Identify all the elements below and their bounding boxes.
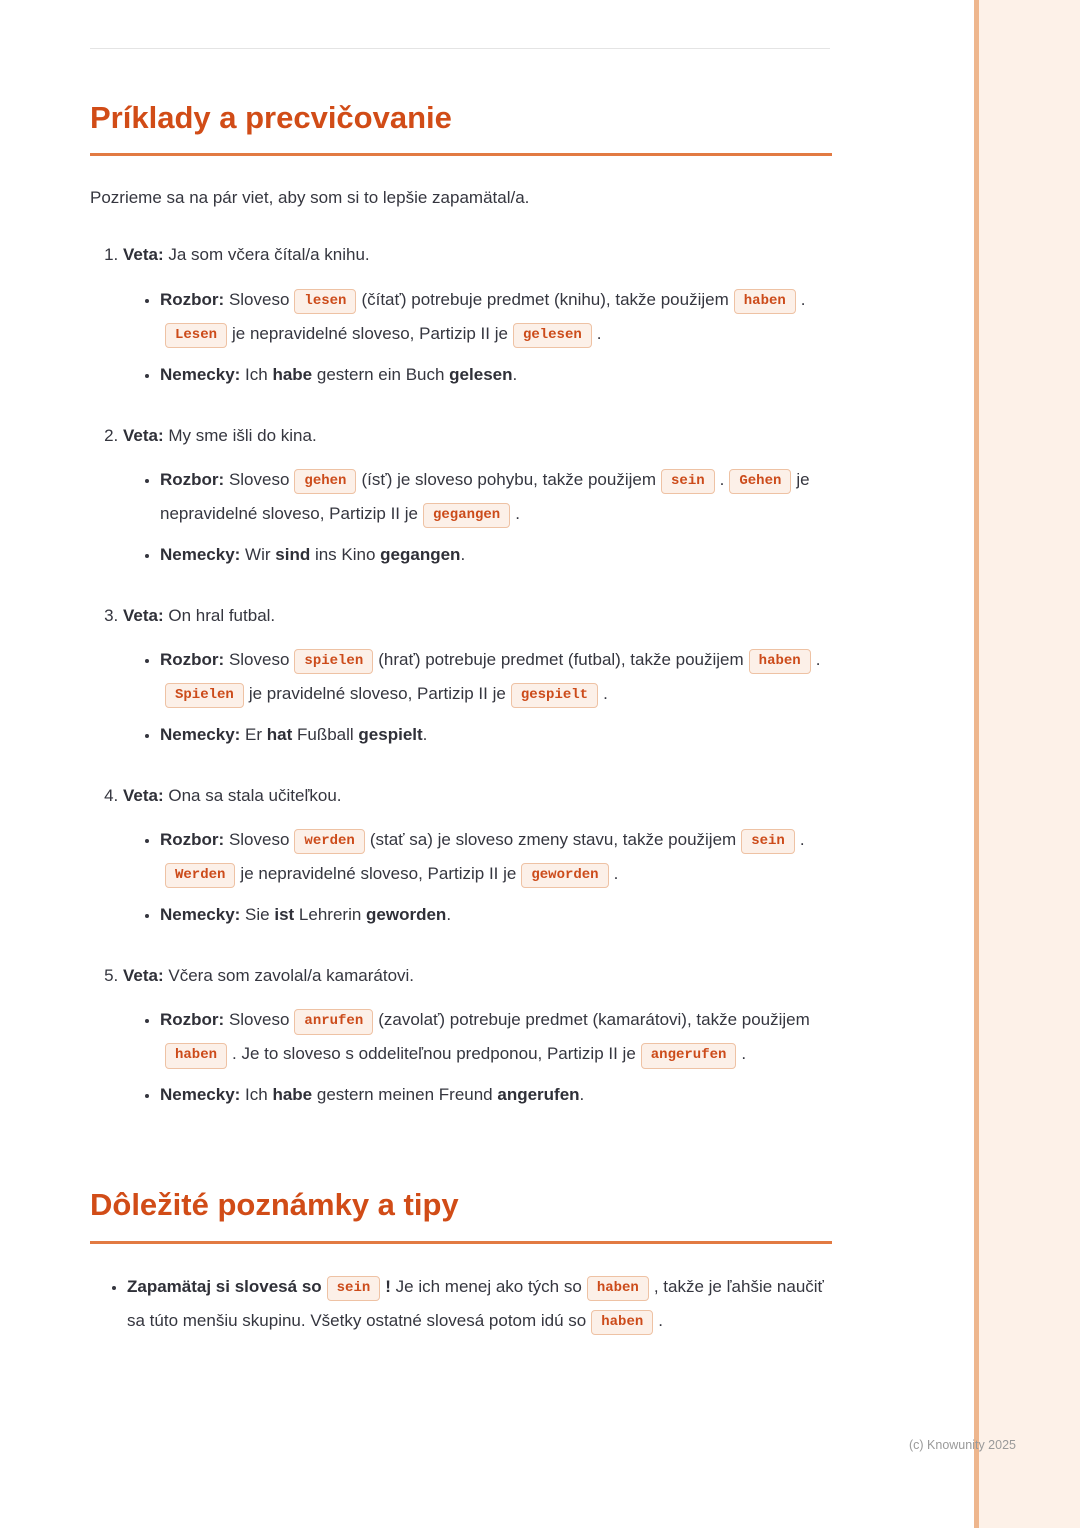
text-run: . Je to sloveso s oddeliteľnou predponou, Partizip II je <box>232 1044 636 1064</box>
text-run: . <box>603 683 608 703</box>
text-run: Ja som včera čítal/a knihu. <box>163 245 370 265</box>
text-run: . <box>800 289 806 309</box>
text-run: Včera som zavolal/a kamarátovi. <box>163 966 415 986</box>
code-chip: haben <box>749 649 811 674</box>
bullet-item <box>160 358 832 392</box>
code-chip: gelesen <box>513 323 592 348</box>
copyright: (c) Knowunity 2025 <box>908 1438 1016 1452</box>
veta-line <box>123 422 832 449</box>
note-bullet-item <box>127 1270 832 1338</box>
text-run: . <box>596 323 602 343</box>
code-chip: anrufen <box>294 1009 373 1034</box>
analysis-bullets <box>123 283 832 392</box>
bold-text: gelesen <box>449 364 513 384</box>
analysis-bullets <box>123 1003 832 1112</box>
section-title-rule <box>90 153 832 156</box>
bullet-item <box>160 643 832 711</box>
examples-list <box>90 241 832 1112</box>
section-title-notes: Dôležité poznámky a tipy <box>90 1187 459 1223</box>
page-edge-band <box>979 0 1080 1528</box>
text-run: . <box>815 649 821 669</box>
bold-text: Nemecky: <box>160 1085 241 1105</box>
text-run: (stať sa) je sloveso zmeny stavu, takže použijem <box>369 830 737 850</box>
bold-text: ist <box>274 905 295 925</box>
bullet-item <box>160 718 832 752</box>
text-run: Sie <box>240 905 275 925</box>
bold-text: Nemecky: <box>160 724 241 744</box>
text-run: (hrať) potrebuje predmet (futbal), takže použijem <box>378 649 744 669</box>
bold-text: Veta: <box>123 605 164 625</box>
analysis-bullets <box>123 823 832 932</box>
bold-text: Veta: <box>123 425 164 445</box>
text-run: Sloveso <box>224 469 290 489</box>
text-run: je nepravidelné sloveso, Partizip II je <box>240 864 517 884</box>
text-run: (ísť) je sloveso pohybu, takže použijem <box>361 469 657 489</box>
text-run: . <box>613 864 619 884</box>
bullet-item <box>160 538 832 572</box>
text-run: . <box>446 905 452 925</box>
text-run: Ona sa stala učiteľkou. <box>163 785 342 805</box>
text-run: . <box>799 830 805 850</box>
code-chip: sein <box>661 469 715 494</box>
code-chip: Werden <box>165 863 235 888</box>
example-item <box>123 422 832 572</box>
bold-text: Nemecky: <box>160 905 241 925</box>
bullet-item <box>160 823 832 891</box>
bold-text: ! <box>385 1276 391 1296</box>
text-run: je nepravidelné sloveso, Partizip II je <box>160 469 810 523</box>
text-run: Lehrerin <box>294 905 367 925</box>
text-run: Er <box>240 724 267 744</box>
analysis-bullets <box>123 643 832 752</box>
text-run: . <box>579 1085 585 1105</box>
bold-text: Rozbor: <box>160 830 225 850</box>
section-title-rule <box>90 1241 832 1244</box>
bold-text: gegangen <box>380 544 461 564</box>
content-area <box>90 0 832 1345</box>
text-run: , takže je ľahšie naučiť sa túto menšiu skupinu. Všetky ostatné slovesá potom idú so <box>127 1276 824 1330</box>
text-run: Fußball <box>292 724 359 744</box>
code-chip: spielen <box>294 649 373 674</box>
bold-text: gespielt <box>358 724 423 744</box>
text-run: Sloveso <box>224 289 290 309</box>
bold-text: Rozbor: <box>160 649 225 669</box>
veta-line <box>123 241 832 268</box>
example-item <box>123 962 832 1112</box>
bold-text: geworden <box>366 905 447 925</box>
text-run: (zavolať) potrebuje predmet (kamarátovi), takže použijem <box>378 1010 810 1030</box>
text-run: (čítať) potrebuje predmet (knihu), takže použijem <box>361 289 729 309</box>
text-run: On hral futbal. <box>163 605 276 625</box>
bold-text: Nemecky: <box>160 544 241 564</box>
code-chip: Spielen <box>165 683 244 708</box>
text-run: je nepravidelné sloveso, Partizip II je <box>232 323 508 343</box>
text-run: Je ich menej ako tých so <box>390 1276 582 1296</box>
bullet-item <box>160 1003 832 1071</box>
text-run: gestern meinen Freund <box>312 1085 498 1105</box>
bullet-item <box>160 1078 832 1112</box>
text-run: Ich <box>240 364 273 384</box>
bold-text: habe <box>272 364 313 384</box>
example-item <box>123 782 832 932</box>
bullet-item <box>160 898 832 932</box>
text-run: . <box>741 1044 747 1064</box>
example-item <box>123 241 832 391</box>
bold-text: Veta: <box>123 245 164 265</box>
bold-text: sind <box>275 544 311 564</box>
code-chip: haben <box>734 289 796 314</box>
bold-text: Rozbor: <box>160 469 225 489</box>
code-chip: Lesen <box>165 323 227 348</box>
text-run: Sloveso <box>224 1010 290 1030</box>
section-notes <box>90 1186 832 1337</box>
text-run: My sme išli do kina. <box>163 425 317 445</box>
analysis-bullets <box>123 463 832 572</box>
bullet-item <box>160 283 832 351</box>
code-chip: sein <box>741 829 795 854</box>
bold-text: Rozbor: <box>160 289 225 309</box>
notes-list <box>90 1270 832 1338</box>
text-run: Sloveso <box>224 830 290 850</box>
code-chip: werden <box>294 829 364 854</box>
veta-line <box>123 602 832 629</box>
text-run: . <box>460 544 466 564</box>
bold-text: Nemecky: <box>160 364 241 384</box>
code-chip: haben <box>587 1276 649 1301</box>
code-chip: Gehen <box>729 469 791 494</box>
text-run: gestern ein Buch <box>312 364 450 384</box>
section-examples <box>90 99 832 1112</box>
text-run: . <box>719 469 725 489</box>
bold-text: habe <box>272 1085 313 1105</box>
section-title-examples: Príklady a precvičovanie <box>90 100 452 135</box>
bold-text: Veta: <box>123 785 164 805</box>
code-chip: sein <box>327 1276 381 1301</box>
code-chip: haben <box>165 1043 227 1068</box>
intro-paragraph: Pozrieme sa na pár viet, aby som si to lepšie zapamätal/a. <box>90 188 530 208</box>
text-run: . <box>512 364 518 384</box>
code-chip: gehen <box>294 469 356 494</box>
bold-text: angerufen <box>497 1085 580 1105</box>
text-run: Ich <box>240 1085 273 1105</box>
example-item <box>123 602 832 752</box>
text-run: Wir <box>240 544 276 564</box>
code-chip: gespielt <box>511 683 598 708</box>
text-run: ins Kino <box>310 544 381 564</box>
veta-line <box>123 782 832 809</box>
code-chip: angerufen <box>641 1043 737 1068</box>
bold-text: Rozbor: <box>160 1010 225 1030</box>
veta-line <box>123 962 832 989</box>
bold-text: Veta: <box>123 966 164 986</box>
text-run: . <box>422 724 428 744</box>
page-edge-line <box>974 0 979 1528</box>
code-chip: geworden <box>521 863 608 888</box>
text-run: je pravidelné sloveso, Partizip II je <box>248 683 506 703</box>
bold-text: hat <box>266 724 293 744</box>
code-chip: haben <box>591 1310 653 1335</box>
text-run: Sloveso <box>224 649 290 669</box>
bullet-item <box>160 463 832 531</box>
code-chip: lesen <box>294 289 356 314</box>
bold-text: Zapamätaj si slovesá so <box>127 1276 322 1296</box>
text-run: . <box>515 503 520 523</box>
text-run: . <box>658 1310 663 1330</box>
code-chip: gegangen <box>423 503 510 528</box>
